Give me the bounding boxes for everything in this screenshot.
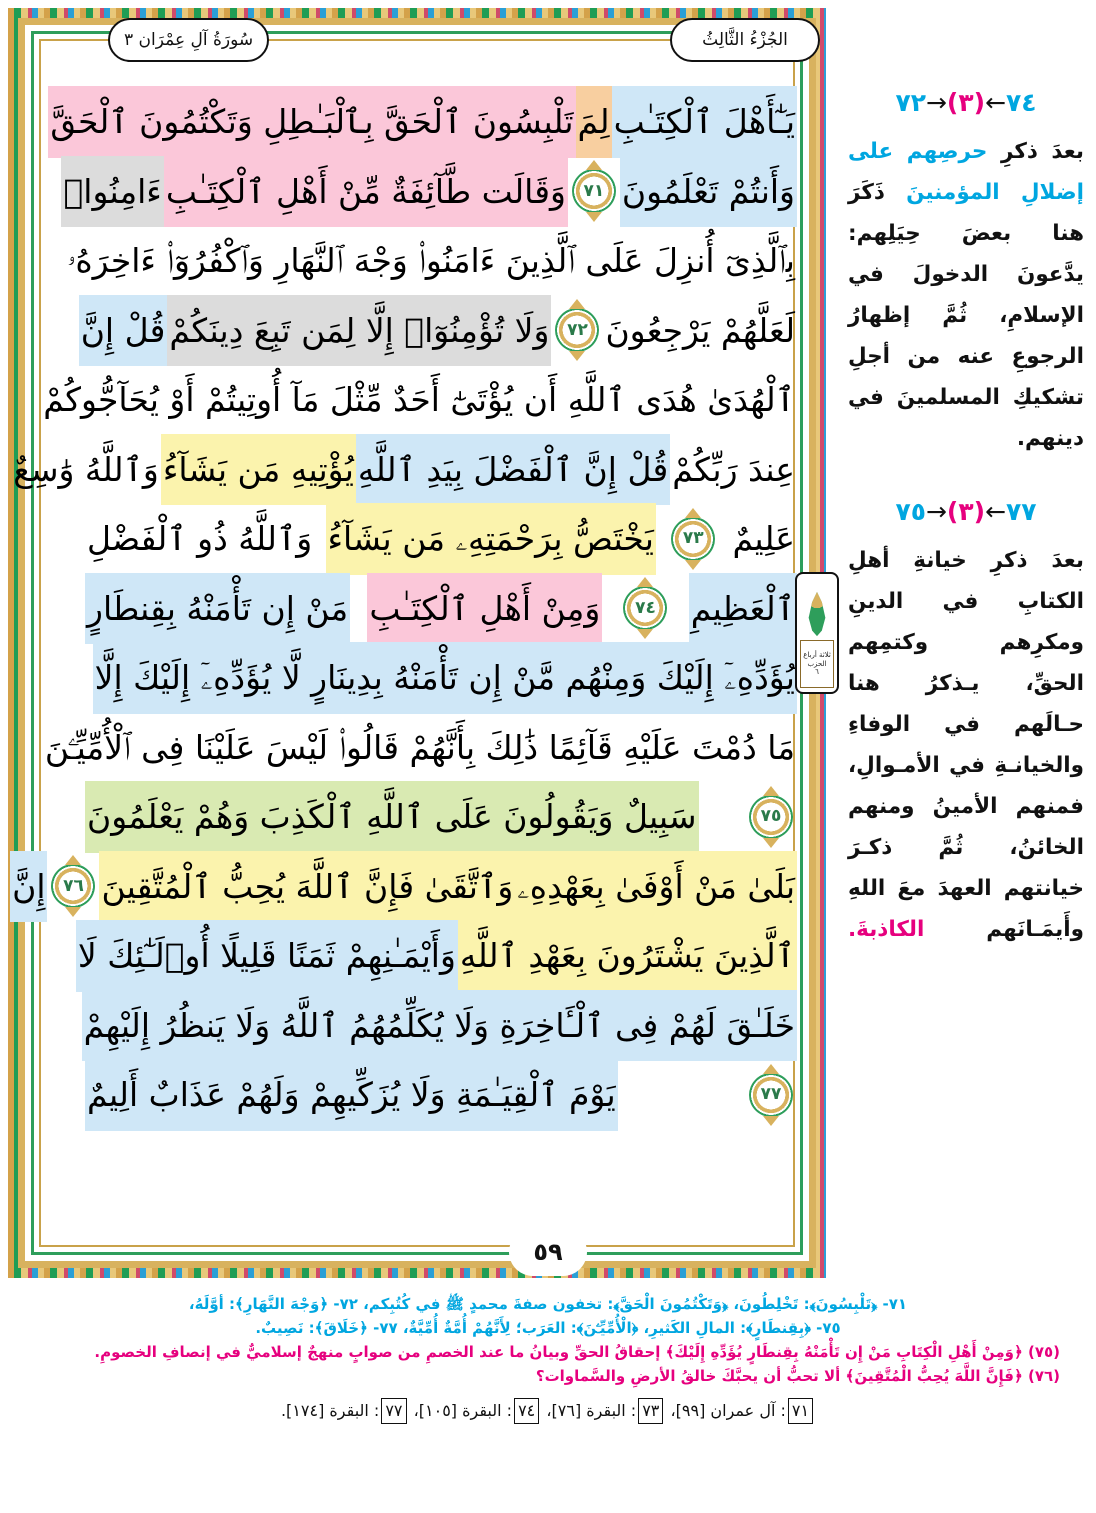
border-motif-top (8, 0, 826, 8)
ayah-number-marker: ٧٧ (749, 1073, 793, 1117)
quran-line-content (63, 156, 797, 228)
reference-target: : البقرة [١٠٥]، (408, 1401, 513, 1420)
quran-text-segment: سَبِيلٌ وَيَقُولُونَ عَلَى ٱللَّهِ ٱلْكَذِبَ وَهُمْ يَعْلَمُونَ (85, 781, 699, 853)
juz-title-cartouche (670, 18, 820, 62)
tafsir-block-2-range (848, 497, 1084, 526)
footer-guidance-line: (٧٦) ﴿فَإِنَّ اللَّهَ يُحِبُّ الْمُتَّقِينَ﴾ ألا تحبُّ أن يحبَّكَ خالقُ الأرضِ والسَّماوات؟ (535, 1367, 1060, 1385)
range-from-2: ٧٥ (895, 497, 926, 526)
arrow-right-2: → (925, 497, 947, 526)
quran-line (50, 87, 797, 157)
quran-text-segment: ٱلْعَظِيمِ (689, 573, 797, 645)
quran-line (85, 574, 797, 644)
tafsir-block-2-text (848, 540, 1084, 950)
footer-notes (0, 1292, 1096, 1424)
frame-gold-band (12, 18, 816, 1268)
frame-green-band (12, 31, 803, 1255)
quran-line (44, 713, 797, 783)
footer-cross-references (30, 1398, 1066, 1424)
quran-line (67, 226, 797, 296)
quran-text-segment: يُؤْتِيهِ مَن يَشَآءُ (161, 434, 356, 506)
reference-verse-box: ٧١ (788, 1398, 813, 1424)
quran-line (85, 782, 797, 852)
quran-line-content (43, 364, 797, 436)
quran-line (12, 852, 797, 922)
ayah-number-marker: ٧٥ (749, 795, 793, 839)
reference-verse-box: ٧٧ (381, 1398, 406, 1424)
quran-line-content (13, 434, 797, 506)
footer-guidance-notes (30, 1340, 1066, 1388)
quran-text-segment: وَأَنتُمْ تَعْلَمُونَ (620, 156, 797, 228)
quran-line (85, 991, 797, 1061)
quran-line-content (67, 225, 797, 297)
quran-text-segment: لِمَ (576, 86, 612, 158)
quran-text-segment: وَٱللَّهُ وَٰسِعٌ (13, 449, 159, 489)
quran-text-segment: ٱلْهُدَىٰ هُدَى ٱللَّهِ أَن يُؤْتَىٰٓ أَحَدٌ مِّثْلَ مَآ أُوتِيتُمْ أَوْ يُحَآجُّوكُمْ (43, 380, 795, 419)
footer-vocabulary-notes (30, 1292, 1066, 1340)
quran-text-segment: ٱلَّذِينَ يَشْتَرُونَ بِعَهْدِ ٱللَّهِ (458, 920, 797, 992)
arrow-right-1: → (925, 88, 947, 117)
quran-line (85, 504, 797, 574)
ayah-number-marker: ٧٢ (555, 308, 599, 352)
tafsir-text-run: الكاذبةَ. (848, 917, 925, 942)
frame-inner-gold-line (12, 39, 795, 1247)
tafsir-block-1-range (848, 88, 1084, 117)
ornamental-border-frame (8, 8, 826, 1278)
tafsir-text-run: حرصِهم على إضلالِ المؤمنينَ (848, 139, 1084, 205)
quran-text-segment: مَنْ إِن تَأْمَنْهُ بِقِنطَارٍ (85, 573, 350, 645)
reference-target: : آل عمران [٩٩]، (665, 1401, 786, 1420)
surah-num-2: (٣) (946, 497, 986, 526)
quran-text-segment: بَلَىٰ مَنْ أَوْفَىٰ بِعَهْدِهِۦ (515, 851, 797, 923)
quran-text-segment: يَـٰٓأَهْلَ ٱلْكِتَـٰبِ (612, 86, 797, 158)
quran-line-content (44, 712, 797, 784)
tafsir-block-1-text (848, 131, 1084, 459)
quran-line-content (12, 851, 797, 923)
quran-text-segment: وَمِنْ أَهْلِ ٱلْكِتَـٰبِ (367, 573, 602, 645)
quran-line-content (77, 920, 797, 992)
surah-num-1: (٣) (946, 88, 986, 117)
quran-text-segment: عَلِيمٌ (732, 519, 795, 558)
quran-text-segment: وَأَيْمَـٰنِهِمْ ثَمَنًا قَلِيلًا أُو۟لَـٰٓئِكَ لَا (76, 920, 458, 992)
quran-text-segment: بِٱلَّذِىٓ أُنزِلَ عَلَى ٱلَّذِينَ ءَامَنُوا۟ وَجْهَ ٱلنَّهَارِ وَٱكْفُرُوٓا۟ ءَاخِرَهُۥ (67, 241, 795, 280)
quran-text-segment: يَخْتَصُّ بِرَحْمَتِهِۦ مَن يَشَآءُ (326, 503, 656, 575)
quran-text-segment: ءَامِنُوا۟ (61, 156, 163, 228)
quran-text-segment: وَقَالَت طَّآئِفَةٌ مِّنْ أَهْلِ ٱلْكِتَـٰبِ (164, 156, 568, 228)
quran-line-content (85, 573, 797, 645)
quran-text-segment: تَلْبِسُونَ ٱلْحَقَّ بِٱلْبَـٰطِلِ وَتَكْتُمُونَ ٱلْحَقَّ (48, 86, 575, 158)
ayah-number-marker: ٧١ (572, 169, 616, 213)
tafsir-text-run: بعدَ ذكرِ (987, 139, 1084, 164)
footer-note-line: ٧١- ﴿تَلْبِسُونَ﴾: تَخْلِطُونَ، ﴿وَتَكْتُمُونَ الْحَقَّ﴾: تخفون صفةَ محمدٍ ﷺ في كُتُبِكم، ٧٢- ﴿وَجْهَ النَّهَارِ﴾: أوَّلَهُ، (188, 1295, 908, 1313)
ayah-number-marker: ٧٣ (671, 517, 715, 561)
quran-text-segment: مَا دُمْتَ عَلَيْهِ قَآئِمًا ذَٰلِكَ بِأَنَّهُمْ قَالُوا۟ لَيْسَ عَلَيْنَا فِى ٱلْأُمِّيِّـۧنَ (44, 727, 795, 767)
quran-text-segment: قُلْ إِنَّ (79, 295, 168, 367)
quran-line-content (85, 1059, 797, 1131)
range-to-1: ٧٤ (1006, 88, 1037, 117)
footer-guidance-line: (٧٥) ﴿وَمِنْ أَهْلِ الْكِتَابِ مَنْ إِن تَأْمَنْهُ بِقِنطَارٍ يُؤَدِّهِ إِلَيْكَ﴾ إحقاقُ الحقِّ وبيانُ ما عند الخصمِ من صوابٍ منهجٌ إسلاميٌّ في إنصافِ الخصومِ. (94, 1343, 1060, 1361)
tafsir-block-1 (848, 88, 1084, 459)
quran-line (13, 435, 797, 505)
hizb-number: ٦ (815, 668, 819, 677)
quran-text-segment: خَلَـٰقَ لَهُمْ فِى ٱلْـَٔاخِرَةِ وَلَا يُكَلِّمُهُمُ ٱللَّهُ وَلَا يَنظُرُ إِلَيْهِمْ (82, 990, 797, 1062)
quran-text-segment: وَٱللَّهُ ذُو ٱلْفَضْلِ (87, 519, 313, 558)
tafsir-text-run: بعدَ ذكرِ خيانةِ أهلِ الكتابِ في الدينِ ومكرِهم وكتمِهم الحقِّ، يـذكرُ هنا حـالَهم في الوفاءِ والخيانـةِ في الأمـوالِ، فمنهم الأمينُ ومنهم الخائنُ، ثُمَّ ذكـرَ خيانتهم العهدَ معَ اللهِ وأَيمَـانَهم (848, 548, 1084, 942)
range-to-2: ٧٧ (1006, 497, 1037, 526)
quran-line-content (85, 503, 797, 575)
tafsir-sidebar (848, 88, 1084, 950)
quran-text-segment: إِنَّ (10, 851, 47, 923)
arrow-left-1: ← (985, 88, 1007, 117)
juz-title-text: الجُزْءُ الثَّالِثُ (702, 30, 788, 50)
quran-line (43, 365, 797, 435)
quran-text-segment: وَٱتَّقَىٰ فَإِنَّ ٱللَّهَ يُحِبُّ ٱلْمُتَّقِينَ (99, 851, 515, 923)
page-number-text: ٥٩ (533, 1238, 563, 1266)
quran-line (77, 921, 797, 991)
quran-line-content (85, 781, 797, 853)
quran-line-content (85, 642, 797, 714)
hizb-line1: ثلاثة أرباع (803, 650, 831, 659)
reference-target: : البقرة [١٧٤]. (280, 1401, 380, 1420)
surah-title-text: سُورَةُ آلِ عِمْرَان ٣ (124, 30, 254, 50)
quran-line-content (50, 86, 797, 158)
quran-text-segment: يَوْمَ ٱلْقِيَـٰمَةِ وَلَا يُزَكِّيهِمْ وَلَهُمْ عَذَابٌ أَلِيمٌ (85, 1059, 618, 1131)
quran-text-segment: قُلْ إِنَّ ٱلْفَضْلَ بِيَدِ ٱللَّهِ (356, 434, 670, 506)
quran-line (85, 1060, 797, 1130)
quran-line (63, 157, 797, 227)
ayah-number-marker: ٧٦ (51, 864, 95, 908)
quran-line-content (85, 990, 797, 1062)
arrow-left-2: ← (985, 497, 1007, 526)
quran-text-segment: يُؤَدِّهِۦٓ إِلَيْكَ وَمِنْهُم مَّنْ إِن تَأْمَنْهُ بِدِينَارٍ لَّا يُؤَدِّهِۦٓ إِلَيْكَ إِلَّا (93, 642, 797, 714)
tafsir-block-2 (848, 497, 1084, 950)
tafsir-text-run: ذَكَرَ هنا بعضَ حِيَلِهم: يدَّعونَ الدخولَ في الإسلامِ، ثُمَّ إظهارُ الرجوعِ عنه من أجلِ تشكيكِ المسلمينَ في دينهم. (848, 180, 1084, 451)
lamp-ornament-icon (806, 592, 828, 638)
quran-text-area (12, 85, 801, 1225)
surah-title-cartouche (108, 18, 269, 62)
page-number-badge (509, 1228, 587, 1276)
quran-text-segment: وَلَا تُؤْمِنُوٓا۟ إِلَّا لِمَن تَبِعَ دِينَكُمْ (167, 295, 551, 367)
tafsir-spacer (848, 459, 1084, 493)
quran-line (85, 643, 797, 713)
quran-line-content (80, 295, 797, 367)
hizb-marker (795, 572, 839, 694)
reference-target: : البقرة [٧٦]، (541, 1401, 637, 1420)
quran-text-segment: لَعَلَّهُمْ يَرْجِعُونَ (605, 310, 795, 350)
ayah-number-marker: ٧٤ (623, 586, 667, 630)
reference-verse-box: ٧٤ (514, 1398, 539, 1424)
reference-verse-box: ٧٣ (638, 1398, 663, 1424)
hizb-marker-plate (800, 640, 834, 688)
hizb-line2: الحزب (807, 659, 827, 668)
quran-line (80, 296, 797, 366)
quran-text-segment: عِندَ رَبِّكُمْ (672, 449, 795, 489)
range-from-1: ٧٢ (895, 88, 926, 117)
footer-note-line: ٧٥- ﴿بِقِنطَارٍ﴾: المالِ الكَثيرِ، ﴿الْأُمِّيِّـۧنَ﴾: العَرَب؛ لِأَنَّهُمْ أُمَّةٌ أُمِّيَّةٌ، ٧٧- ﴿خَلَاقَ﴾: نَصِيبٌ. (255, 1319, 841, 1337)
